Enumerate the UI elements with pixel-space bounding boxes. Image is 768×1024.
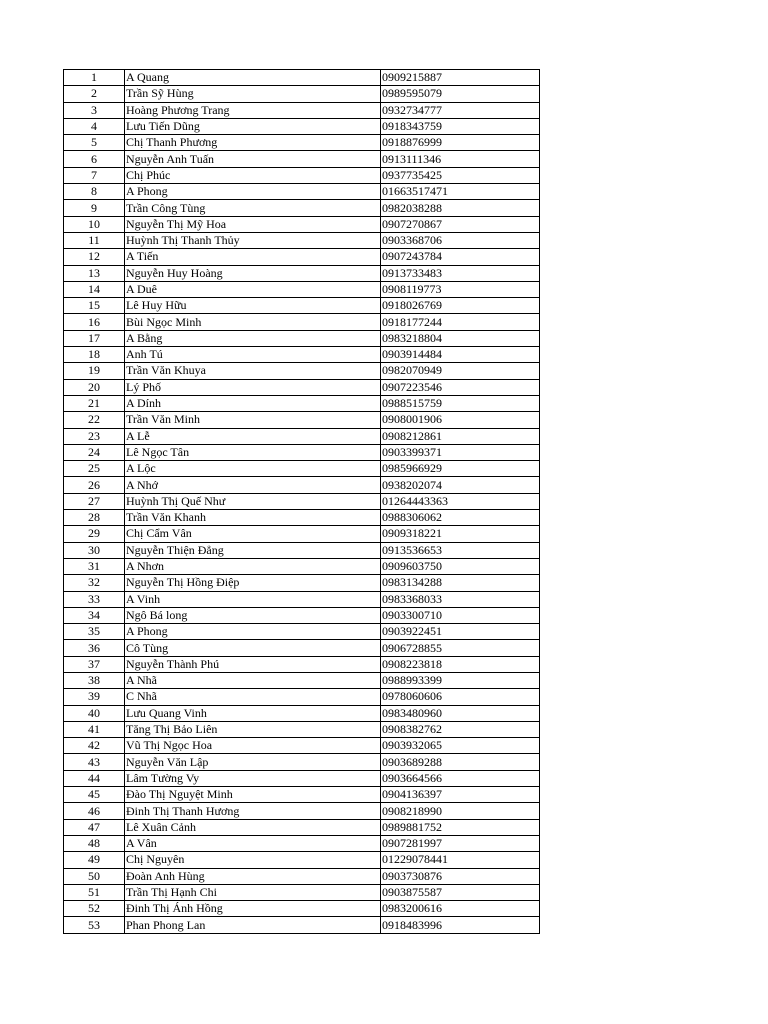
name-cell: Nguyễn Thành Phú — [125, 656, 381, 672]
table-row — [64, 86, 540, 102]
row-number-cell: 38 — [64, 672, 125, 688]
phone-cell: 0985966929 — [381, 461, 540, 477]
name-cell: A Dính — [125, 395, 381, 411]
phone-cell: 0982070949 — [381, 363, 540, 379]
phone-cell: 0908119773 — [381, 281, 540, 297]
name-cell: Phan Phong Lan — [125, 917, 381, 933]
row-number-cell: 37 — [64, 656, 125, 672]
row-number-cell: 4 — [64, 118, 125, 134]
row-number-cell: 25 — [64, 461, 125, 477]
name-cell: C Nhã — [125, 689, 381, 705]
phone-cell: 0983480960 — [381, 705, 540, 721]
name-cell: A Bằng — [125, 330, 381, 346]
phone-cell: 0903300710 — [381, 607, 540, 623]
name-cell: Nguyễn Thị Mỹ Hoa — [125, 216, 381, 232]
row-number-cell: 45 — [64, 787, 125, 803]
row-number-cell: 5 — [64, 135, 125, 151]
row-number-cell: 48 — [64, 835, 125, 851]
phone-cell: 0937735425 — [381, 167, 540, 183]
table-row — [64, 265, 540, 281]
table-row — [64, 232, 540, 248]
row-number-cell: 36 — [64, 640, 125, 656]
name-cell: Trần Văn Minh — [125, 412, 381, 428]
name-cell: Huỳnh Thị Quế Như — [125, 493, 381, 509]
table-row — [64, 624, 540, 640]
name-cell: Chị Thanh Phương — [125, 135, 381, 151]
row-number-cell: 53 — [64, 917, 125, 933]
row-number-cell: 6 — [64, 151, 125, 167]
phone-cell: 01663517471 — [381, 184, 540, 200]
table-row — [64, 298, 540, 314]
table-row — [64, 249, 540, 265]
table-row — [64, 884, 540, 900]
name-cell: Nguyễn Huy Hoàng — [125, 265, 381, 281]
phone-cell: 0909215887 — [381, 70, 540, 86]
row-number-cell: 39 — [64, 689, 125, 705]
table-row — [64, 216, 540, 232]
row-number-cell: 23 — [64, 428, 125, 444]
table-row — [64, 102, 540, 118]
table-row — [64, 640, 540, 656]
row-number-cell: 47 — [64, 819, 125, 835]
row-number-cell: 33 — [64, 591, 125, 607]
table-row — [64, 738, 540, 754]
row-number-cell: 28 — [64, 510, 125, 526]
name-cell: Nguyễn Văn Lập — [125, 754, 381, 770]
row-number-cell: 29 — [64, 526, 125, 542]
table-row — [64, 135, 540, 151]
name-cell: Tăng Thị Bảo Liên — [125, 721, 381, 737]
table-row — [64, 314, 540, 330]
table-row — [64, 672, 540, 688]
phone-cell: 0983134288 — [381, 575, 540, 591]
name-cell: A Lễ — [125, 428, 381, 444]
row-number-cell: 22 — [64, 412, 125, 428]
name-cell: A Nhớ — [125, 477, 381, 493]
table-row — [64, 819, 540, 835]
row-number-cell: 32 — [64, 575, 125, 591]
table-row — [64, 656, 540, 672]
row-number-cell: 46 — [64, 803, 125, 819]
name-cell: Trần Văn Khanh — [125, 510, 381, 526]
phone-cell: 0903730876 — [381, 868, 540, 884]
name-cell: A Duê — [125, 281, 381, 297]
table-row — [64, 575, 540, 591]
table-row — [64, 917, 540, 933]
table-row — [64, 167, 540, 183]
table-row — [64, 412, 540, 428]
table-row — [64, 428, 540, 444]
phone-cell: 0983200616 — [381, 901, 540, 917]
name-cell: Nguyễn Thị Hồng Điệp — [125, 575, 381, 591]
phone-cell: 0988993399 — [381, 672, 540, 688]
row-number-cell: 14 — [64, 281, 125, 297]
phone-cell: 0938202074 — [381, 477, 540, 493]
name-cell: Trần Công Tùng — [125, 200, 381, 216]
row-number-cell: 20 — [64, 379, 125, 395]
row-number-cell: 51 — [64, 884, 125, 900]
phone-cell: 0913733483 — [381, 265, 540, 281]
phone-cell: 0918483996 — [381, 917, 540, 933]
name-cell: A Phong — [125, 624, 381, 640]
phone-cell: 0903922451 — [381, 624, 540, 640]
row-number-cell: 49 — [64, 852, 125, 868]
name-cell: A Nhã — [125, 672, 381, 688]
table-row — [64, 835, 540, 851]
name-cell: Ngô Bá long — [125, 607, 381, 623]
row-number-cell: 1 — [64, 70, 125, 86]
name-cell: Trần Văn Khuya — [125, 363, 381, 379]
row-number-cell: 27 — [64, 493, 125, 509]
name-cell: A Phong — [125, 184, 381, 200]
phone-cell: 0982038288 — [381, 200, 540, 216]
contact-table-body — [64, 70, 540, 934]
phone-cell: 0989595079 — [381, 86, 540, 102]
table-row — [64, 281, 540, 297]
phone-cell: 0978060606 — [381, 689, 540, 705]
row-number-cell: 15 — [64, 298, 125, 314]
table-row — [64, 70, 540, 86]
name-cell: Lê Ngọc Tân — [125, 444, 381, 460]
phone-cell: 0989881752 — [381, 819, 540, 835]
table-row — [64, 363, 540, 379]
name-cell: Cô Tùng — [125, 640, 381, 656]
row-number-cell: 8 — [64, 184, 125, 200]
name-cell: Chị Cẩm Vân — [125, 526, 381, 542]
row-number-cell: 43 — [64, 754, 125, 770]
row-number-cell: 18 — [64, 347, 125, 363]
name-cell: Lý Phố — [125, 379, 381, 395]
phone-cell: 0913536653 — [381, 542, 540, 558]
phone-cell: 0932734777 — [381, 102, 540, 118]
phone-cell: 0908218990 — [381, 803, 540, 819]
name-cell: A Lộc — [125, 461, 381, 477]
row-number-cell: 34 — [64, 607, 125, 623]
phone-cell: 0909318221 — [381, 526, 540, 542]
table-row — [64, 901, 540, 917]
phone-cell: 0903368706 — [381, 232, 540, 248]
name-cell: Đoàn Anh Hùng — [125, 868, 381, 884]
table-row — [64, 868, 540, 884]
row-number-cell: 17 — [64, 330, 125, 346]
table-row — [64, 395, 540, 411]
table-row — [64, 721, 540, 737]
row-number-cell: 19 — [64, 363, 125, 379]
phone-cell: 0913111346 — [381, 151, 540, 167]
table-row — [64, 754, 540, 770]
phone-cell: 0903664566 — [381, 770, 540, 786]
row-number-cell: 24 — [64, 444, 125, 460]
row-number-cell: 42 — [64, 738, 125, 754]
row-number-cell: 21 — [64, 395, 125, 411]
row-number-cell: 7 — [64, 167, 125, 183]
row-number-cell: 35 — [64, 624, 125, 640]
row-number-cell: 3 — [64, 102, 125, 118]
name-cell: Lâm Tường Vy — [125, 770, 381, 786]
name-cell: A Tiến — [125, 249, 381, 265]
name-cell: Lê Huy Hữu — [125, 298, 381, 314]
table-row — [64, 803, 540, 819]
table-row — [64, 461, 540, 477]
phone-cell: 0983368033 — [381, 591, 540, 607]
phone-cell: 0903399371 — [381, 444, 540, 460]
table-row — [64, 151, 540, 167]
phone-cell: 0908223818 — [381, 656, 540, 672]
phone-cell: 0918026769 — [381, 298, 540, 314]
phone-cell: 0918876999 — [381, 135, 540, 151]
name-cell: Chị Nguyên — [125, 852, 381, 868]
phone-cell: 0907281997 — [381, 835, 540, 851]
phone-cell: 0907270867 — [381, 216, 540, 232]
phone-cell: 0906728855 — [381, 640, 540, 656]
row-number-cell: 2 — [64, 86, 125, 102]
table-row — [64, 510, 540, 526]
table-row — [64, 493, 540, 509]
table-row — [64, 347, 540, 363]
name-cell: Lưu Tiến Dũng — [125, 118, 381, 134]
phone-cell: 0988306062 — [381, 510, 540, 526]
table-row — [64, 705, 540, 721]
phone-cell: 0907223546 — [381, 379, 540, 395]
row-number-cell: 52 — [64, 901, 125, 917]
row-number-cell: 31 — [64, 558, 125, 574]
table-row — [64, 118, 540, 134]
phone-cell: 0903875587 — [381, 884, 540, 900]
table-row — [64, 444, 540, 460]
table-row — [64, 477, 540, 493]
phone-cell: 0908212861 — [381, 428, 540, 444]
row-number-cell: 44 — [64, 770, 125, 786]
name-cell: Nguyễn Anh Tuấn — [125, 151, 381, 167]
name-cell: A Quang — [125, 70, 381, 86]
table-row — [64, 200, 540, 216]
table-row — [64, 330, 540, 346]
table-row — [64, 591, 540, 607]
row-number-cell: 12 — [64, 249, 125, 265]
phone-cell: 0908382762 — [381, 721, 540, 737]
phone-cell: 0903689288 — [381, 754, 540, 770]
name-cell: Trần Thị Hạnh Chi — [125, 884, 381, 900]
table-row — [64, 379, 540, 395]
phone-cell: 0904136397 — [381, 787, 540, 803]
name-cell: Lê Xuân Cảnh — [125, 819, 381, 835]
phone-cell: 0907243784 — [381, 249, 540, 265]
phone-cell: 0983218804 — [381, 330, 540, 346]
table-row — [64, 542, 540, 558]
phone-cell: 0903914484 — [381, 347, 540, 363]
name-cell: A Vinh — [125, 591, 381, 607]
table-row — [64, 526, 540, 542]
row-number-cell: 30 — [64, 542, 125, 558]
table-row — [64, 787, 540, 803]
name-cell: Trần Sỹ Hùng — [125, 86, 381, 102]
phone-cell: 0908001906 — [381, 412, 540, 428]
table-row — [64, 689, 540, 705]
row-number-cell: 11 — [64, 232, 125, 248]
phone-cell: 0918177244 — [381, 314, 540, 330]
row-number-cell: 13 — [64, 265, 125, 281]
table-row — [64, 558, 540, 574]
name-cell: Vũ Thị Ngọc Hoa — [125, 738, 381, 754]
name-cell: Đào Thị Nguyệt Minh — [125, 787, 381, 803]
name-cell: Lưu Quang Vinh — [125, 705, 381, 721]
row-number-cell: 50 — [64, 868, 125, 884]
phone-cell: 01264443363 — [381, 493, 540, 509]
name-cell: A Vân — [125, 835, 381, 851]
table-row — [64, 184, 540, 200]
table-row — [64, 852, 540, 868]
phone-cell: 01229078441 — [381, 852, 540, 868]
name-cell: Hoàng Phương Trang — [125, 102, 381, 118]
contact-table — [63, 69, 540, 934]
name-cell: A Nhơn — [125, 558, 381, 574]
name-cell: Chị Phúc — [125, 167, 381, 183]
row-number-cell: 40 — [64, 705, 125, 721]
phone-cell: 0918343759 — [381, 118, 540, 134]
phone-cell: 0988515759 — [381, 395, 540, 411]
name-cell: Nguyễn Thiện Đẳng — [125, 542, 381, 558]
phone-cell: 0903932065 — [381, 738, 540, 754]
row-number-cell: 41 — [64, 721, 125, 737]
name-cell: Anh Tú — [125, 347, 381, 363]
table-row — [64, 607, 540, 623]
name-cell: Bùi Ngọc Minh — [125, 314, 381, 330]
name-cell: Đinh Thị Thanh Hương — [125, 803, 381, 819]
row-number-cell: 10 — [64, 216, 125, 232]
row-number-cell: 9 — [64, 200, 125, 216]
name-cell: Huỳnh Thị Thanh Thủy — [125, 232, 381, 248]
name-cell: Đinh Thị Ánh Hồng — [125, 901, 381, 917]
phone-cell: 0909603750 — [381, 558, 540, 574]
row-number-cell: 26 — [64, 477, 125, 493]
row-number-cell: 16 — [64, 314, 125, 330]
table-row — [64, 770, 540, 786]
